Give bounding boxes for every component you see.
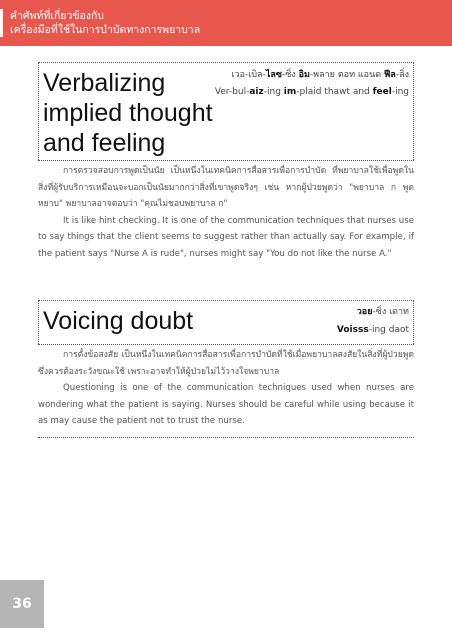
english-pronunciation: Ver-bul-aiz-ing im-plaid thawt and feel-ing — [214, 87, 409, 97]
thai-definition: การตั้งข้อสงสัย เป็นหนึ่งในเทคนิคการสื่อสารเพื่อการบำบัดที่ใช้เมื่อพยาบาลสงสัยในสิ่งที่ผู้ป่วยพูด ซึ่งควรต้องระวังขณะใช้ เพราะอาจทำให้ผู้ป่วยไม่ไว้วางใจพยาบาล — [38, 350, 414, 377]
divider — [38, 300, 39, 344]
header-title-line1: คำศัพท์ที่เกี่ยวข้องกับ — [10, 10, 104, 22]
divider — [38, 344, 414, 345]
term-title: Verbalizing implied thought and feeling — [43, 69, 213, 157]
english-definition: It is like hint checking. It is one of the communication techniques that nurses use to say things that the client seems to suggest rather than actually say. For example, if the patient says "Nurse A is rude", nurses might say "You do not like the nurse A." — [38, 215, 414, 259]
header-accent-bar — [0, 9, 3, 37]
thai-pronunciation: เวอ-เบิล-ไลซ-ซิ่ง อิม-พลาย ตอท แอนด ฟีล-ลิ่ง — [231, 70, 409, 80]
divider — [38, 300, 414, 301]
divider — [38, 160, 414, 161]
entry-verbalizing — [38, 62, 414, 278]
definition-block — [38, 163, 414, 262]
divider — [38, 62, 39, 160]
header-banner — [0, 0, 452, 46]
definition-block — [38, 347, 414, 430]
divider — [413, 300, 414, 344]
divider — [413, 62, 414, 160]
divider — [38, 437, 414, 438]
header-title-line2: เครื่องมือที่ใช้ในการบำบัดทางการพยาบาล — [10, 24, 201, 36]
page-number: 36 — [0, 580, 44, 628]
divider — [38, 62, 414, 63]
thai-definition: การตรวจสอบการพูดเป็นนัย เป็นหนึ่งในเทคนิคการสื่อสารเพื่อการบำบัด ที่พยาบาลใช้เพื่อพูดในสิ่งที่ผู้รับบริการเหมือนจะบอกเป็นนัยมากกว่าสิ่งที่เขาพูดจริงๆ เช่น หากผู้ป่วยพูดว่า "พยาบาล ก พูดหยาบ" พยาบาลอาจตอบว่า "คุณไม่ชอบพยาบาล ก" — [38, 166, 414, 209]
english-pronunciation: Voisss-ing daot — [336, 325, 409, 335]
term-title: Voicing doubt — [43, 307, 194, 335]
thai-pronunciation: วอย-ซิ่ง เดาท — [356, 307, 409, 317]
english-definition: Questioning is one of the communication techniques used when nurses are wondering what the patient is saying. Nurses should be careful while using because it as may cause the patient not to trust the nurse. — [38, 383, 414, 426]
entry-voicing-doubt — [38, 300, 414, 440]
